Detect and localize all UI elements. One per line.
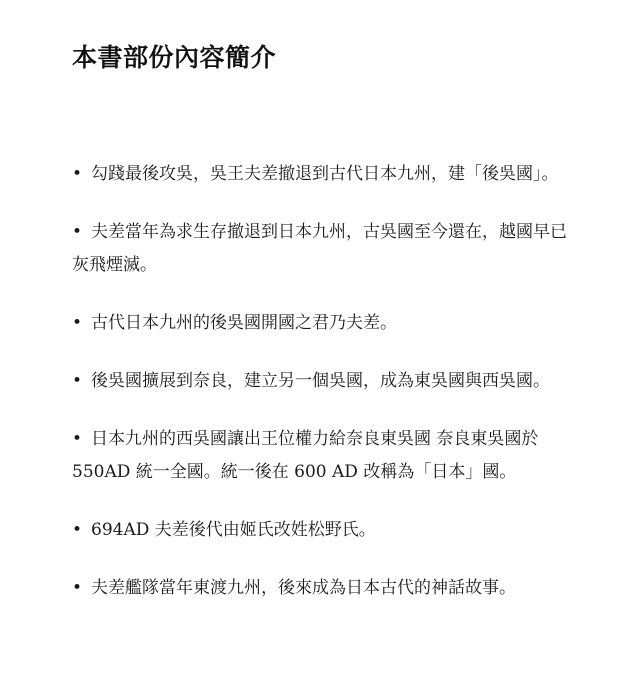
list-item-text: 古代日本九州的後吳國開國之君乃夫差。 (91, 313, 398, 333)
list-item (72, 365, 568, 398)
bullet-icon: • (72, 371, 83, 391)
list-item (72, 572, 568, 605)
bullet-icon: • (72, 429, 83, 449)
list-item-text: 夫差艦隊當年東渡九州，後來成為日本古代的神話故事。 (91, 578, 517, 598)
list-item-text: 後吳國擴展到奈良，建立另一個吳國，成為東吳國與西吳國。 (91, 371, 551, 391)
bullet-icon: • (72, 222, 83, 242)
bullet-icon: • (72, 520, 83, 540)
list-item (72, 216, 568, 282)
list-item (72, 514, 568, 547)
list-item-text: 日本九州的西吳國讓出王位權力給奈良東吳國 奈良東吳國於550AD 統一全國。統一後在 600 AD 改稱為「日本」國。 (72, 429, 539, 482)
bullet-icon: • (72, 313, 83, 333)
list-item-text: 夫差當年為求生存撤退到日本九州，古吳國至今還在，越國早已灰飛煙滅。 (72, 222, 568, 275)
bullet-icon: • (72, 578, 83, 598)
list-item (72, 307, 568, 340)
page-title: 本書部份內容簡介 (72, 43, 277, 72)
list-item (72, 423, 568, 489)
summary-list (72, 158, 568, 630)
list-item-text: 694AD 夫差後代由姬氏改姓松野氏。 (91, 520, 376, 540)
list-item (72, 158, 568, 191)
bullet-icon: • (72, 164, 83, 184)
list-item-text: 勾踐最後攻吳，吳王夫差撤退到古代日本九州，建「後吳國」。 (91, 164, 559, 184)
